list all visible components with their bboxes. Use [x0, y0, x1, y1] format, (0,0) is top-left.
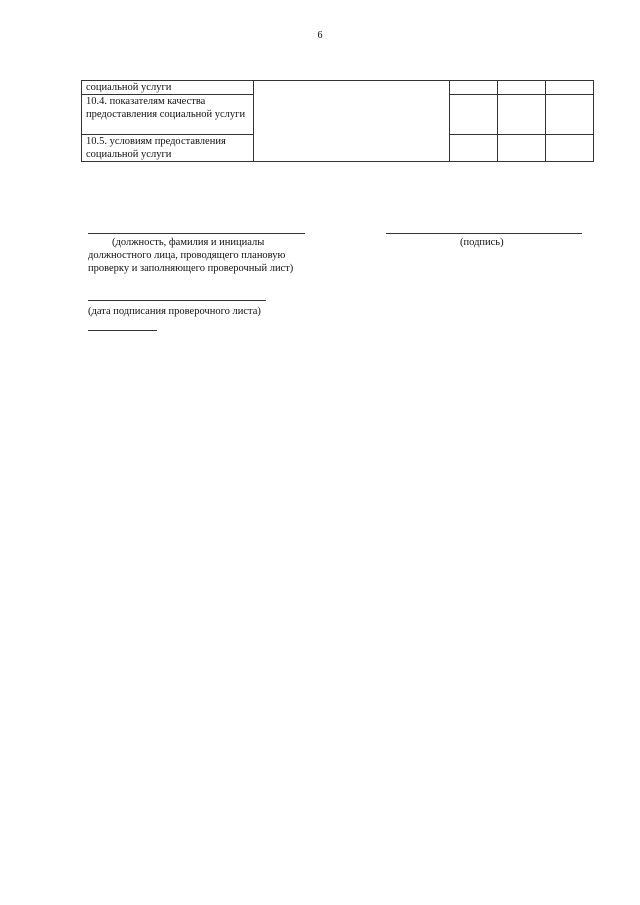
footnote-separator	[88, 330, 157, 331]
answer-no-cell	[498, 81, 546, 95]
date-line	[88, 300, 266, 301]
answer-yes-cell	[450, 81, 498, 95]
answer-no-cell	[498, 95, 546, 135]
signature-line	[386, 233, 582, 234]
requirement-cell: социальной услуги	[82, 81, 254, 95]
answer-na-cell	[546, 81, 594, 95]
official-signature-line	[88, 233, 305, 234]
requirement-cell: 10.4. показателям качества предоставления социальной услуги	[82, 95, 254, 135]
answer-na-cell	[546, 135, 594, 162]
requirement-cell: 10.5. условиям предоставления социальной услуги	[82, 135, 254, 162]
merged-details-cell	[254, 81, 450, 162]
checklist-table	[81, 80, 594, 162]
answer-na-cell	[546, 95, 594, 135]
answer-yes-cell	[450, 135, 498, 162]
official-caption: (должность, фамилия и инициалы должностного лица, проводящего плановую проверку и заполняющего проверочный лист)	[88, 237, 294, 274]
answer-no-cell	[498, 135, 546, 162]
answer-yes-cell	[450, 95, 498, 135]
page-number: 6	[317, 30, 323, 41]
date-caption: (дата подписания проверочного листа)	[88, 306, 261, 317]
table-row	[82, 81, 594, 95]
signature-caption: (подпись)	[460, 237, 504, 248]
